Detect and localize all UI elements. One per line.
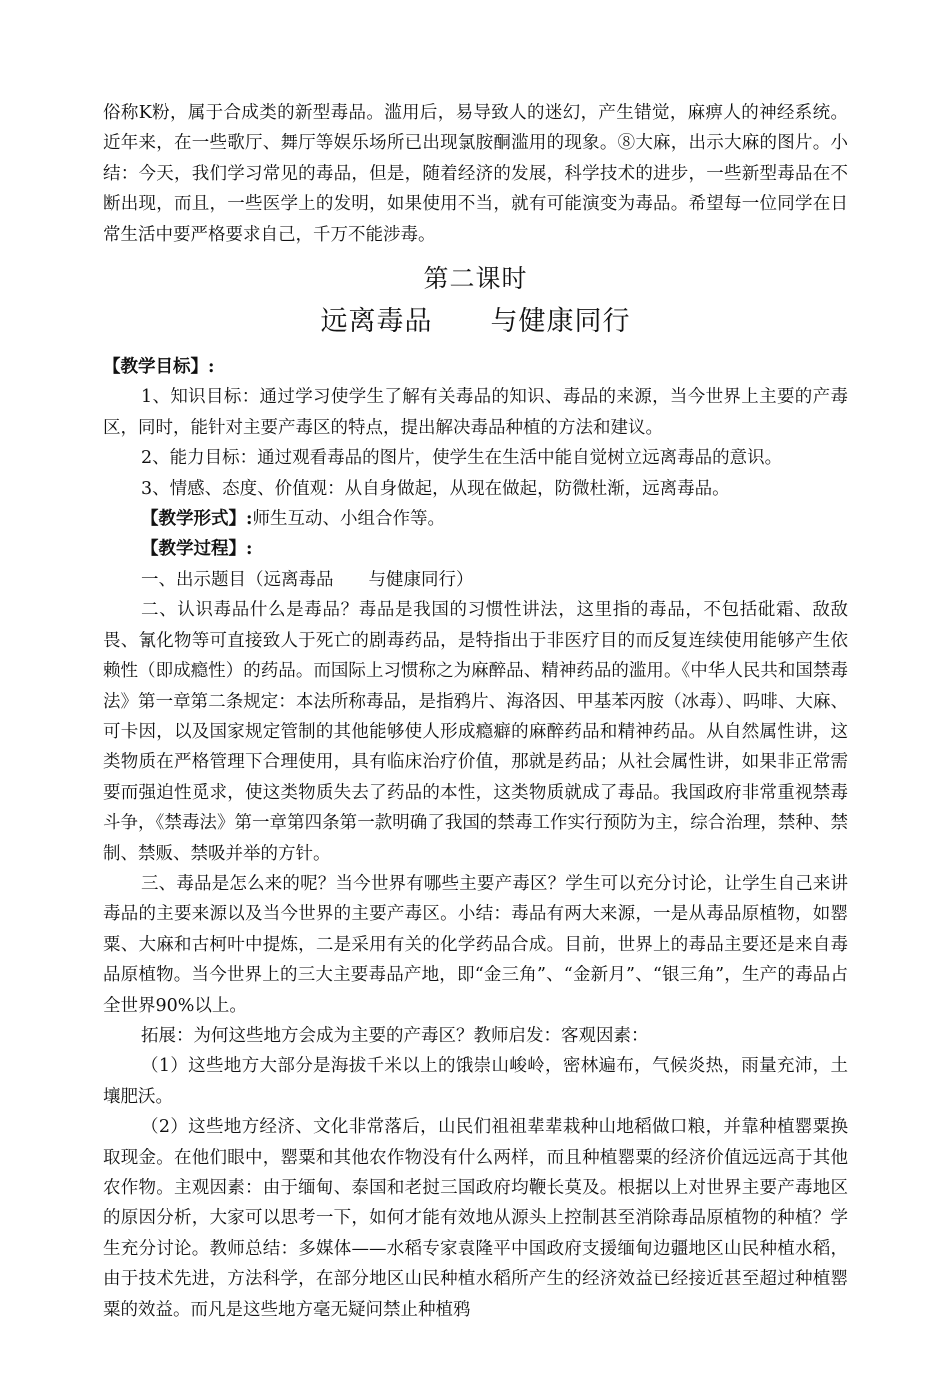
step-three: 三、毒品是怎么来的呢？当今世界有哪些主要产毒区？学生可以充分讨论，让学生自己来讲毒品的主要来源以及当今世界的主要产毒区。小结：毒品有两大来源，一是从毒品原植物，如罂粟、大麻和古柯叶中提炼，二是采用有关的化学药品合成。目前，世界上的毒品主要还是来自毒品原植物。当今世界上的三大主要毒品产地，即“金三角”、“金新月”、“银三角”，生产的毒品占全世界90%以上。 — [103, 873, 848, 1016]
objectives-label — [103, 352, 848, 382]
teaching-form — [103, 504, 848, 534]
process-label — [103, 534, 848, 564]
lesson-heading: 第二课时 — [423, 264, 528, 294]
reason-two: （2）这些地方经济、文化非常落后，山民们祖祖辈辈栽种山地稻做口粮，并靠种植罂粟换取现金。在他们眼中，罂粟和其他农作物没有什么两样，而且种植罂粟的经济价值远远高于其他农作物。主观因素：由于缅甸、泰国和老挝三国政府均鞭长莫及。根据以上对世界主要产毒地区的原因分析，大家可以思考一下，如何才能有效地从源头上控制甚至消除毒品原植物的种植？学生充分讨论。教师总结：多媒体——水稻专家袁隆平中国政府支援缅甸边疆地区山民种植水稻，由于技术先进，方法科学，在部分地区山民种植水稻所产生的经济效益已经接近甚至超过种植罂粟的效益。而凡是这些地方毫无疑问禁止种植鸦 — [103, 1117, 848, 1320]
document-page — [103, 98, 848, 1325]
lesson-title-part1: 远离毒品 — [320, 306, 433, 338]
reason-one: （1）这些地方大部分是海拔千米以上的饿崇山峻岭，密林遍布，气候炎热，雨量充沛，土壤肥沃。 — [103, 1056, 848, 1107]
objective-knowledge: 1、知识目标：通过学习使学生了解有关毒品的知识、毒品的来源，当今世界上主要的产毒区，同时，能针对主要产毒区的特点，提出解决毒品种植的方法和建议。 — [103, 387, 848, 438]
step-two: 二、认识毒品什么是毒品？毒品是我国的习惯性讲法，这里指的毒品，不包括砒霜、敌敌畏、氰化物等可直接致人于死亡的剧毒药品，是特指出于非医疗目的而反复连续使用能够产生依赖性（即成瘾性）的药品。而国际上习惯称之为麻醉品、精神药品的滥用。《中华人民共和国禁毒法》第一章第二条规定：本法所称毒品，是指鸦片、海洛因、甲基苯丙胺（冰毒）、吗啡、大麻、可卡因，以及国家规定管制的其他能够使人形成瘾癖的麻醉药品和精神药品。从自然属性讲，这类物质在严格管理下合理使用，具有临床治疗价值，那就是药品；从社会属性讲，如果非正常需要而强迫性觅求，使这类物质失去了药品的本性，这类物质就成了毒品。我国政府非常重视禁毒斗争，《禁毒法》第一章第四条第一款明确了我国的禁毒工作实行预防为主，综合治理，禁种、禁制、禁贩、禁吸并举的方针。 — [103, 600, 848, 864]
form-text: 师生互动、小组合作等。 — [252, 509, 445, 530]
step-one: 一、出示题目（远离毒品 与健康同行） — [141, 569, 474, 590]
objective-emotion: 3、情感、态度、价值观：从自身做起，从现在做起，防微杜渐，远离毒品。 — [141, 478, 730, 499]
form-label: 【教学形式】: — [141, 509, 253, 530]
objectives-label-text: 【教学目标】: — [103, 357, 215, 378]
extension-paragraph: 拓展：为何这些地方会成为主要的产毒区？教师启发：客观因素： — [141, 1025, 649, 1046]
intro-paragraph: 俗称K粉，属于合成类的新型毒品。滥用后，易导致人的迷幻，产生错觉，麻痹人的神经系统。近年来，在一些歌厅、舞厅等娱乐场所已出现氯胺酮滥用的现象。⑧大麻，出示大麻的图片。小结：今天，我们学习常见的毒品，但是，随着经济的发展，科学技术的进步，一些新型毒品在不断出现，而且，一些医学上的发明，如果使用不当，就有可能演变为毒品。希望每一位同学在日常生活中要严格要求自己，千万不能涉毒。 — [103, 103, 848, 245]
lesson-title-part2: 与健康同行 — [490, 306, 631, 338]
lesson-title — [103, 306, 848, 338]
objective-ability: 2、能力目标：通过观看毒品的图片，使学生在生活中能自觉树立远离毒品的意识。 — [141, 448, 783, 469]
process-label-text: 【教学过程】: — [141, 539, 253, 560]
